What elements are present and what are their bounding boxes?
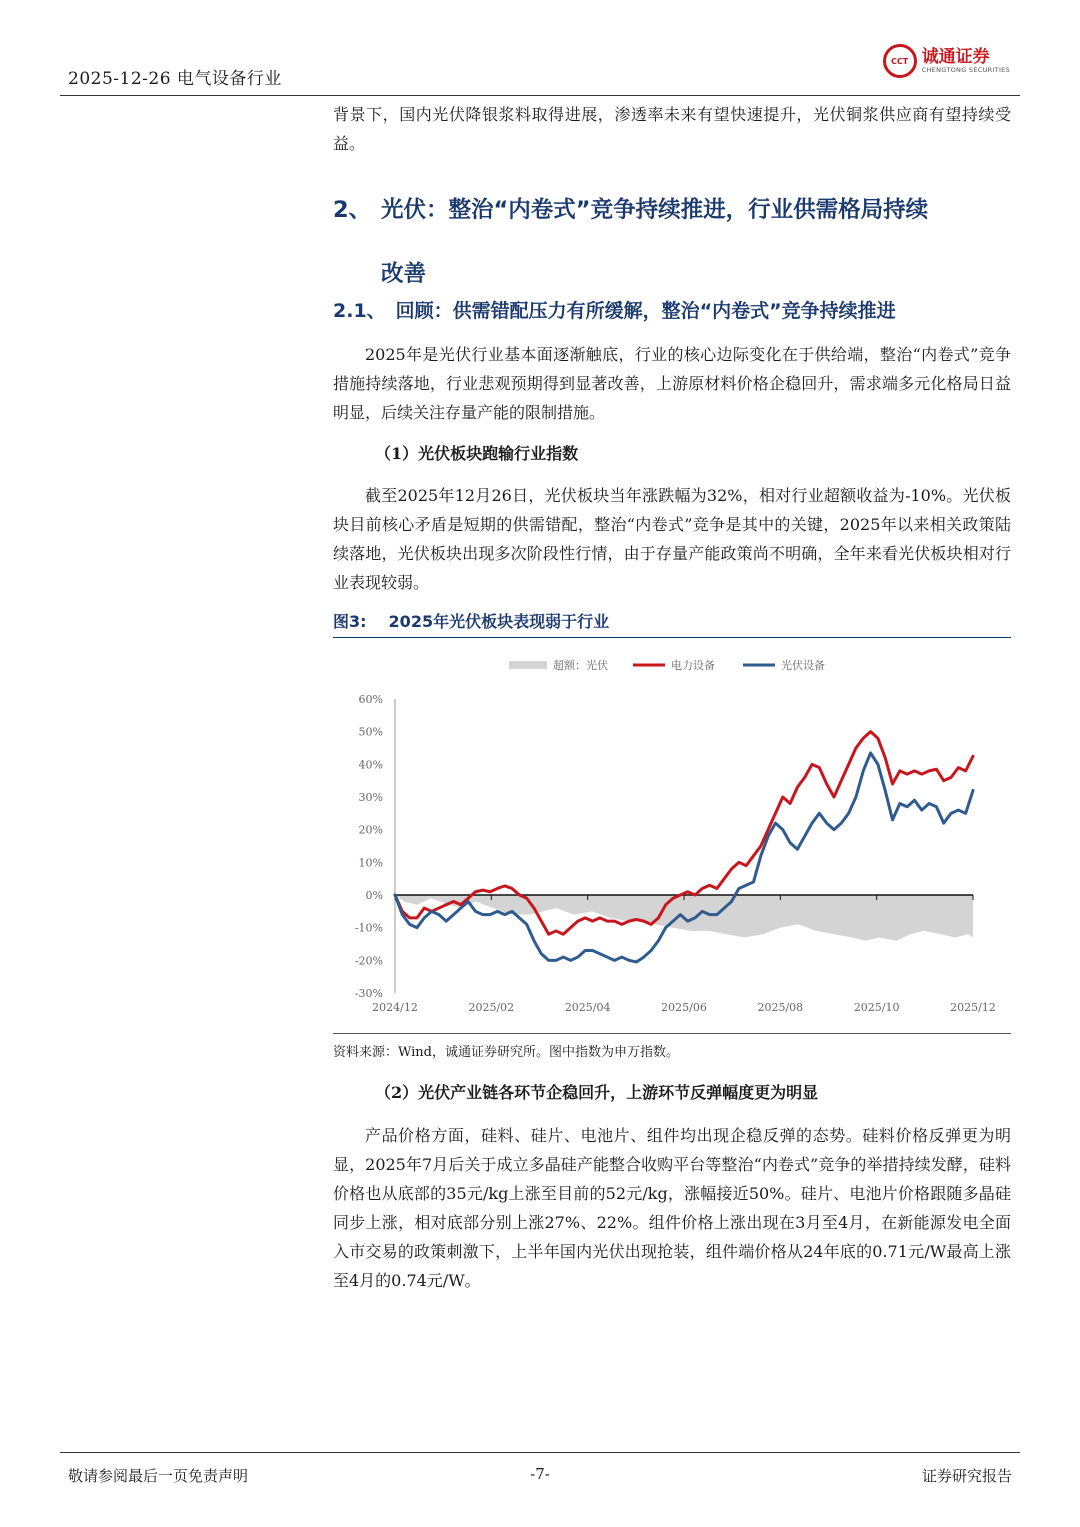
company-logo [883, 44, 1010, 78]
x-tick-label: 2025/04 [564, 1001, 611, 1014]
logo-name-en: CHENGTONG SECURITIES [921, 66, 1010, 74]
footer-report-type: 证券研究报告 [921, 1467, 1012, 1485]
legend-pv-equipment-label: 光伏设备 [781, 659, 825, 672]
x-tick-label: 2025/08 [757, 1001, 804, 1014]
footer-disclaimer: 敬请参阅最后一页免责声明 [68, 1467, 249, 1485]
y-tick-label: 20% [358, 823, 383, 837]
section-number: 2、 [333, 197, 372, 223]
page-footer [60, 1452, 1020, 1493]
legend-power-equipment-label: 电力设备 [671, 659, 715, 672]
y-tick-label: 60% [358, 693, 383, 706]
section-heading [333, 178, 1023, 306]
intro-paragraph: 背景下，国内光伏降银浆料取得进展，渗透率未来有望快速提升，光伏铜浆供应商有望持续受益。 [333, 105, 1011, 153]
line-chart [333, 645, 1011, 1033]
logo-name-cn: 诚通证券 [921, 47, 990, 67]
subheading-1: （1）光伏板块跑输行业指数 [375, 444, 579, 463]
subsection-heading [333, 296, 896, 323]
section-title-line1: 光伏：整治“内卷式”竞争持续推进，行业供需格局持续 [381, 197, 929, 223]
y-tick-label: -30% [354, 987, 383, 1000]
x-tick-label: 2024/12 [372, 1001, 418, 1014]
figure-label: 图3: [333, 612, 367, 631]
page-header [60, 0, 1020, 96]
y-tick-label: -20% [354, 954, 383, 968]
header-date-industry: 2025-12-26 电气设备行业 [68, 69, 282, 89]
y-tick-label: 30% [358, 791, 383, 804]
paragraph-overview: 2025年是光伏行业基本面逐渐触底，行业的核心边际变化在于供给端，整治“内卷式”竞争措施持续落地，行业悲观预期得到显著改善，上游原材料价格企稳回升，需求端多元化格局日益明显，后续关注存量产能的限制措施。 [333, 345, 1011, 422]
subheading-2: （2）光伏产业链各环节企稳回升，上游环节反弹幅度更为明显 [375, 1083, 819, 1102]
page-number: -7- [530, 1465, 550, 1483]
legend-excess-label: 超额：光伏 [553, 659, 608, 672]
y-tick-label: 50% [358, 725, 383, 739]
paragraph-performance: 截至2025年12月26日，光伏板块当年涨跌幅为32%，相对行业超额收益为-10%。光伏板块目前核心矛盾是短期的供需错配，整治“内卷式”竞争是其中的关键，2025年以来相关政策陆续落地，光伏板块出现多次阶段性行情，由于存量产能政策尚不明确，全年来看光伏板块相对行业表现较弱。 [333, 486, 1011, 592]
figure-title: 2025年光伏板块表现弱于行业 [388, 612, 610, 631]
x-tick-label: 2025/10 [853, 1001, 900, 1014]
y-tick-label: 10% [358, 856, 383, 870]
chart-source: 资料来源：Wind，诚通证券研究所。图中指数为申万指数。 [333, 1045, 679, 1060]
figure-caption [333, 609, 1011, 638]
x-tick-label: 2025/02 [468, 1001, 515, 1014]
chart-container [333, 645, 1011, 1034]
y-tick-label: -10% [354, 921, 383, 935]
logo-mark-icon: CCT [883, 44, 917, 78]
subsection-number: 2.1、 [333, 300, 386, 322]
paragraph-prices: 产品价格方面，硅料、硅片、电池片、组件均出现企稳反弹的态势。硅料价格反弹更为明显，2025年7月后关于成立多晶硅产能整合收购平台等整治“内卷式”竞争的举措持续发酵，硅料价格也从底部的35元/kg上涨至目前的52元/kg，涨幅接近50%。硅片、电池片价格跟随多晶硅同步上涨，相对底部分别上涨27%、22%。组件价格上涨出现在3月至4月，在新能源发电全面入市交易的政策刺激下，上半年国内光伏出现抢装，组件端价格从24年底的0.71元/W最高上涨至4月的0.74元/W。 [333, 1126, 1011, 1290]
section-title-line2: 改善 [381, 261, 427, 287]
x-tick-label: 2025/12 [950, 1001, 996, 1014]
legend-excess-swatch [509, 661, 547, 669]
y-tick-label: 0% [365, 889, 383, 902]
x-tick-label: 2025/06 [661, 1001, 707, 1014]
subsection-title: 回顾：供需错配压力有所缓解，整治“内卷式”竞争持续推进 [395, 300, 896, 322]
y-tick-label: 40% [358, 758, 383, 772]
